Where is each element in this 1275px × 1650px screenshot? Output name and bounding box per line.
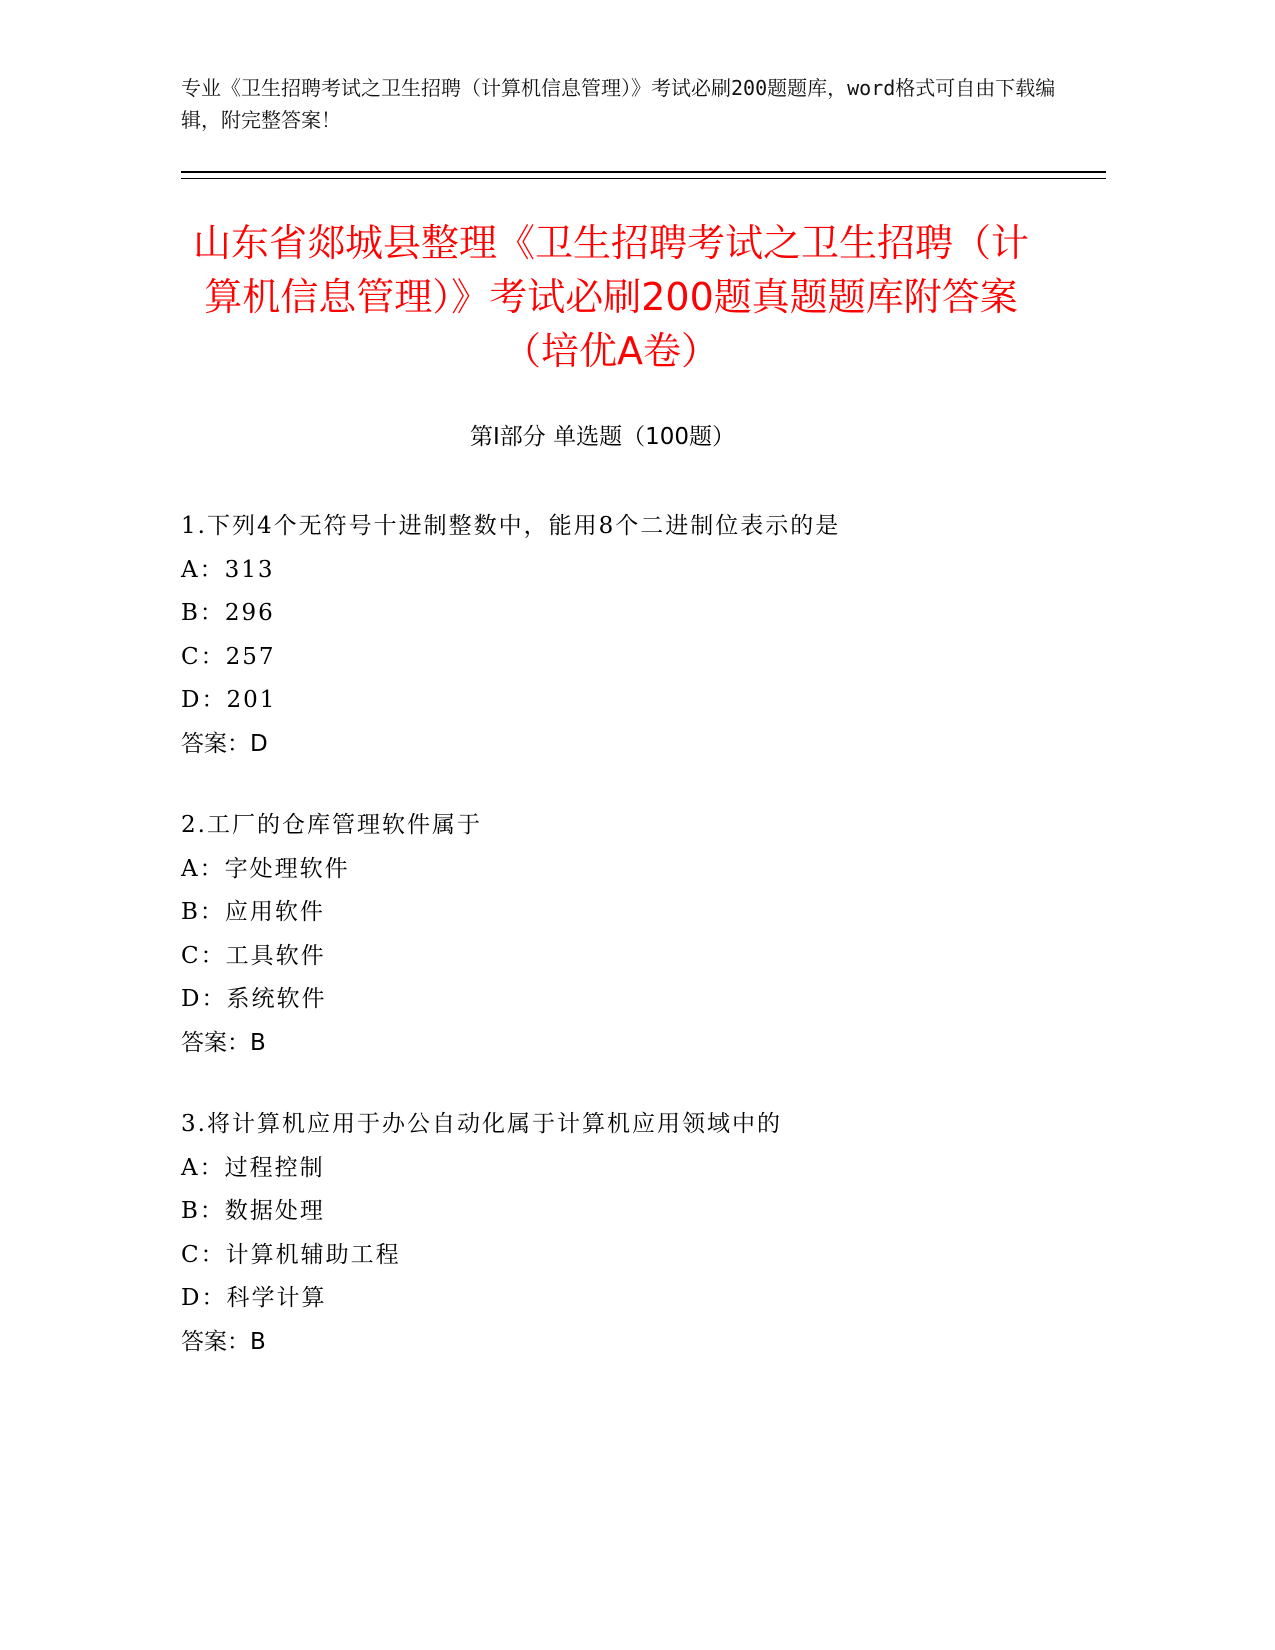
section-title: 第Ⅰ部分 单选题（100题） bbox=[470, 424, 735, 450]
option-b: B：应用软件 bbox=[181, 899, 325, 925]
option-c: C：计算机辅助工程 bbox=[181, 1241, 401, 1268]
answer: 答案：B bbox=[181, 1328, 266, 1355]
option-b: B：数据处理 bbox=[181, 1198, 325, 1224]
document-title: 山东省郯城县整理《卫生招聘考试之卫生招聘（计算机信息管理）》考试必刷200题真题题库附答案（培优A卷） bbox=[192, 221, 1029, 373]
option-d: D：科学计算 bbox=[181, 1285, 327, 1311]
question-item bbox=[181, 804, 1111, 1065]
option-d: D：系统软件 bbox=[181, 986, 327, 1012]
option-b: B：296 bbox=[181, 600, 275, 626]
option-a: A：字处理软件 bbox=[181, 855, 350, 882]
question-stem: 2.工厂的仓库管理软件属于 bbox=[181, 812, 482, 838]
option-a: A：过程控制 bbox=[181, 1154, 325, 1181]
question-item bbox=[181, 505, 1111, 766]
header-rule-thick bbox=[181, 171, 1106, 173]
option-a: A：313 bbox=[181, 556, 275, 583]
header-note: 专业《卫生招聘考试之卫生招聘（计算机信息管理）》考试必刷200题题库，word格式可自由下载编辑，附完整答案！ bbox=[181, 76, 1056, 132]
question-stem: 3.将计算机应用于办公自动化属于计算机应用领域中的 bbox=[181, 1111, 782, 1137]
answer: 答案：D bbox=[181, 730, 268, 757]
question-list bbox=[181, 505, 1111, 1402]
option-c: C：工具软件 bbox=[181, 942, 326, 969]
option-d: D：201 bbox=[181, 687, 277, 713]
header-rule-thin bbox=[181, 178, 1106, 179]
question-stem: 1.下列4个无符号十进制整数中，能用8个二进制位表示的是 bbox=[181, 513, 841, 539]
question-item bbox=[181, 1103, 1111, 1364]
answer: 答案：B bbox=[181, 1029, 266, 1056]
option-c: C：257 bbox=[181, 643, 276, 670]
